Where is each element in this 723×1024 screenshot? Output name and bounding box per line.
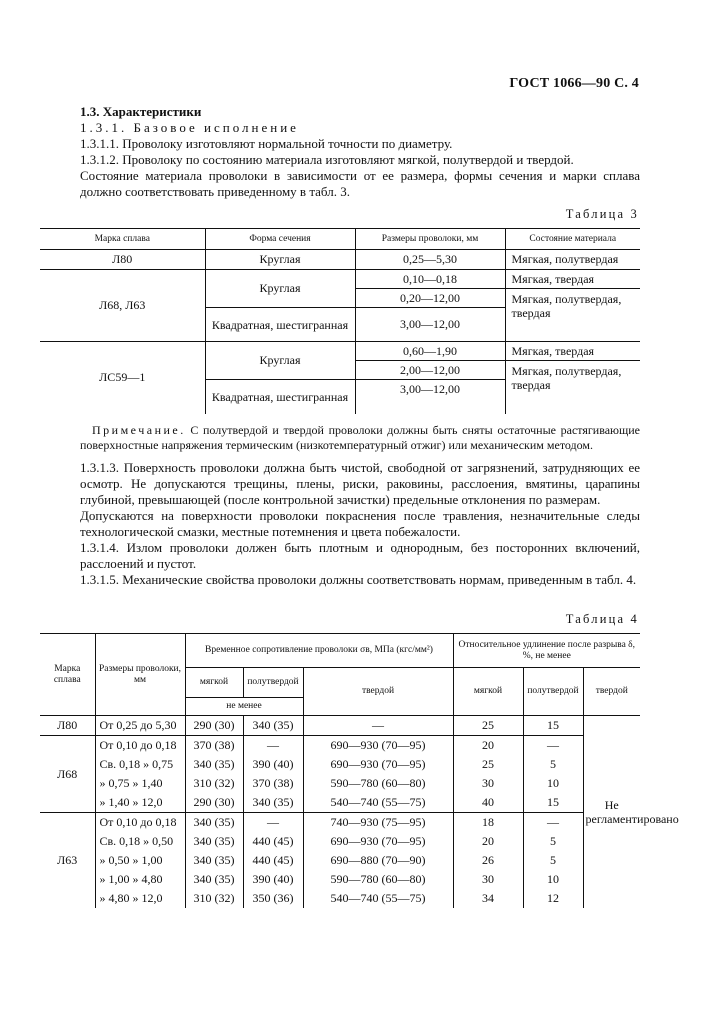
table3-cell-size: 0,60—1,90: [355, 342, 505, 361]
paragraph-1-3-1-4: 1.3.1.4. Излом проволоки должен быть плотным и однородным, без посторонних включений, расслоений и пустот.: [80, 540, 640, 571]
table-row: [40, 755, 640, 774]
table4-cell-strength-hard: 740—930 (75—95): [303, 813, 453, 833]
table4-cell-elong-semi: 15: [523, 716, 583, 736]
table3-cell-size: 3,00—12,00: [355, 380, 505, 414]
table4-header-strength-soft: мягкой: [185, 668, 243, 698]
table4-cell-elong-soft: 30: [453, 774, 523, 793]
table4-cell-elong-soft: 40: [453, 793, 523, 813]
table3-cell-shape: Круглая: [205, 250, 355, 270]
table4-cell-strength-semi: —: [243, 813, 303, 833]
page-header: ГОСТ 1066—90 С. 4: [509, 76, 639, 91]
table3-cell-shape: Квадратная, шестигранная: [205, 308, 355, 342]
table4-cell-strength-hard: 540—740 (55—75): [303, 793, 453, 813]
table-row: [40, 813, 640, 833]
table4-cell-strength-hard: 590—780 (60—80): [303, 870, 453, 889]
table4-cell-elong-semi: 5: [523, 851, 583, 870]
table4-cell-size: Св. 0,18 » 0,50: [95, 832, 185, 851]
note-label: Примечание.: [92, 423, 186, 437]
table4-cell-strength-soft: 340 (35): [185, 813, 243, 833]
table4-cell-size: От 0,25 до 5,30: [95, 716, 185, 736]
table-4: [40, 633, 679, 908]
table3-cell-state: Мягкая, твердая: [505, 270, 640, 289]
note-text: С полутвердой и твердой проволоки должны быть сняты остаточные растягивающие поверхностные напряжения термическим (низкотемпературный отжиг) или механическим методом.: [80, 423, 640, 452]
table4-cell-strength-hard: —: [303, 716, 453, 736]
table4-cell-strength-semi: 440 (45): [243, 832, 303, 851]
table3-cell-state: Мягкая, полутвердая, твердая: [511, 292, 622, 320]
table4-header-alloy: Марка сплава: [40, 634, 95, 716]
table3-cell-shape: Круглая: [205, 270, 355, 308]
table4-cell-size: От 0,10 до 0,18: [95, 736, 185, 756]
table4-cell-strength-soft: 370 (38): [185, 736, 243, 756]
table4-cell-elong-semi: 5: [523, 832, 583, 851]
table3-header-size: Размеры проволоки, мм: [355, 229, 505, 250]
table4-cell-elong-semi: 10: [523, 774, 583, 793]
table4-cell-elong-soft: 18: [453, 813, 523, 833]
table4-cell-strength-semi: —: [243, 736, 303, 756]
table-3: [40, 228, 640, 414]
section-heading: 1.3. Характеристики: [80, 104, 202, 119]
table4-cell-strength-soft: 340 (35): [185, 851, 243, 870]
table4-cell-alloy: Л63: [40, 813, 95, 909]
table4-cell-size: » 1,40 » 12,0: [95, 793, 185, 813]
table4-cell-elong-soft: 25: [453, 716, 523, 736]
table3-cell-size: 0,20—12,00: [355, 289, 505, 308]
table4-cell-alloy: Л68: [40, 736, 95, 813]
table4-cell-elong-semi: 5: [523, 755, 583, 774]
table4-cell-strength-soft: 310 (32): [185, 889, 243, 908]
table-row: [40, 250, 640, 270]
table3-cell-size: 0,25—5,30: [355, 250, 505, 270]
table-row: [40, 774, 640, 793]
table4-cell-elong-semi: —: [523, 736, 583, 756]
table4-cell-strength-soft: 340 (35): [185, 870, 243, 889]
table4-cell-alloy: Л80: [40, 716, 95, 736]
table-row: [40, 870, 640, 889]
section-intro: [80, 104, 640, 200]
table4-cell-strength-semi: 350 (36): [243, 889, 303, 908]
table-row: [40, 851, 640, 870]
table3-header-alloy: Марка сплава: [40, 229, 205, 250]
table3-cell-size: 0,10—0,18: [355, 270, 505, 289]
table4-cell-strength-soft: 290 (30): [185, 793, 243, 813]
table-row: [40, 716, 640, 736]
table4-cell-size: Св. 0,18 » 0,75: [95, 755, 185, 774]
subsection-title: 1.3.1. Базовое исполнение: [80, 120, 299, 135]
paragraph-1-3-1-2: 1.3.1.2. Проволоку по состоянию материала изготовляют мягкой, полутвердой и твердой.: [80, 152, 574, 167]
table4-header-strength-hard: твердой: [303, 668, 453, 716]
paragraph-1-3-1-5: 1.3.1.5. Механические свойства проволоки должны соответствовать нормам, приведенным в табл. 4.: [80, 572, 637, 587]
table4-cell-strength-semi: 390 (40): [243, 870, 303, 889]
table4-cell-strength-semi: 390 (40): [243, 755, 303, 774]
table4-header-elongation: Относительное удлинение после разрыва δ, %, не менее: [453, 634, 640, 668]
table-row: [40, 270, 640, 289]
paragraph-1-3-1-1: 1.3.1.1. Проволоку изготовляют нормальной точности по диаметру.: [80, 136, 453, 151]
paragraph-state: Состояние материала проволоки в зависимости от ее размера, формы сечения и марки сплава должно соответствовать приведенному в табл. 3.: [80, 168, 640, 199]
table4-cell-elong-semi: 15: [523, 793, 583, 813]
table4-cell-strength-hard: 690—930 (70—95): [303, 755, 453, 774]
table3-cell-shape: Квадратная, шестигранная: [205, 380, 355, 414]
table4-header-elong-hard: твердой: [595, 686, 628, 696]
table3-header-row: [40, 229, 640, 250]
table3-cell-state: Мягкая, твердая: [505, 342, 640, 361]
table4-cell-strength-hard: 590—780 (60—80): [303, 774, 453, 793]
paragraph-1-3-1-3: 1.3.1.3. Поверхность проволоки должна быть чистой, свободной от загрязнений, затрудняющих ее осмотр. Не допускаются трещины, плены, риски, раковины, расслоения, вмятины, царапины глубиной, превышающей (после контрольной зачистки) предельные отклонения по размерам.: [80, 460, 640, 507]
table3-cell-size: 3,00—12,00: [355, 308, 505, 342]
table4-header-size: Размеры проволоки, мм: [95, 634, 185, 716]
table4-cell-strength-soft: 310 (32): [185, 774, 243, 793]
table4-header-strength: Временное сопротивление проволоки σв, МПа (кгс/мм²): [185, 634, 453, 668]
table4-header-row-1: [40, 634, 640, 668]
table4-cell-strength-hard: 690—880 (70—90): [303, 851, 453, 870]
table3-cell-state: Мягкая, полутвердая: [505, 250, 640, 270]
table-row: [40, 793, 640, 813]
table4-cell-strength-soft: 290 (30): [185, 716, 243, 736]
table4-cell-elong-soft: 30: [453, 870, 523, 889]
table4-cell-strength-semi: 440 (45): [243, 851, 303, 870]
table3-header-state: Состояние материала: [505, 229, 640, 250]
table-row: [40, 832, 640, 851]
table4-cell-strength-soft: 340 (35): [185, 755, 243, 774]
table4-cell-elong-semi: 12: [523, 889, 583, 908]
table4-cell-strength-hard: 540—740 (55—75): [303, 889, 453, 908]
table3-caption: Таблица 3: [565, 207, 639, 221]
table4-cell-elong-soft: 26: [453, 851, 523, 870]
table4-cell-strength-soft: 340 (35): [185, 832, 243, 851]
table4-cell-strength-hard: 690—930 (70—95): [303, 832, 453, 851]
table4-cell-not-regulated: Не регламентировано: [583, 716, 640, 909]
table4-header-strength-semi: полутвердой: [243, 668, 303, 698]
table-row: [40, 736, 640, 756]
table3-header-shape: Форма сечения: [205, 229, 355, 250]
table4-header-elong-soft: мягкой: [453, 668, 523, 716]
table4-cell-elong-soft: 34: [453, 889, 523, 908]
table4-caption: Таблица 4: [565, 612, 639, 626]
paragraphs-block: [80, 460, 640, 588]
table-row: [40, 889, 640, 908]
table4-cell-strength-semi: 340 (35): [243, 793, 303, 813]
table4-cell-size: » 0,75 » 1,40: [95, 774, 185, 793]
table3-cell-alloy: ЛС59—1: [40, 342, 205, 414]
table4-cell-elong-soft: 25: [453, 755, 523, 774]
table4-cell-size: От 0,10 до 0,18: [95, 813, 185, 833]
table-row: [40, 342, 640, 361]
table4-cell-strength-semi: 340 (35): [243, 716, 303, 736]
table4-cell-elong-semi: —: [523, 813, 583, 833]
table4-cell-elong-soft: 20: [453, 832, 523, 851]
table4-cell-elong-soft: 20: [453, 736, 523, 756]
paragraph-tolerances: Допускаются на поверхности проволоки покраснения после травления, незначительные следы технологической смазки, местные потемнения и цвета побежалости.: [80, 508, 640, 539]
table4-header-min: не менее: [185, 698, 303, 716]
table4-cell-size: » 4,80 » 12,0: [95, 889, 185, 908]
table3-cell-alloy: Л80: [40, 250, 205, 270]
table4-cell-strength-hard: 690—930 (70—95): [303, 736, 453, 756]
table3-cell-shape: Круглая: [205, 342, 355, 380]
table4-cell-strength-semi: 370 (38): [243, 774, 303, 793]
table3-cell-state: Мягкая, полутвердая, твердая: [511, 364, 622, 392]
table4-cell-size: » 0,50 » 1,00: [95, 851, 185, 870]
table3-note: [80, 423, 640, 453]
table4-cell-elong-semi: 10: [523, 870, 583, 889]
table3-cell-alloy: Л68, Л63: [40, 270, 205, 342]
table4-header-elong-semi: полутвердой: [523, 668, 583, 716]
table3-cell-size: 2,00—12,00: [355, 361, 505, 380]
table4-cell-size: » 1,00 » 4,80: [95, 870, 185, 889]
